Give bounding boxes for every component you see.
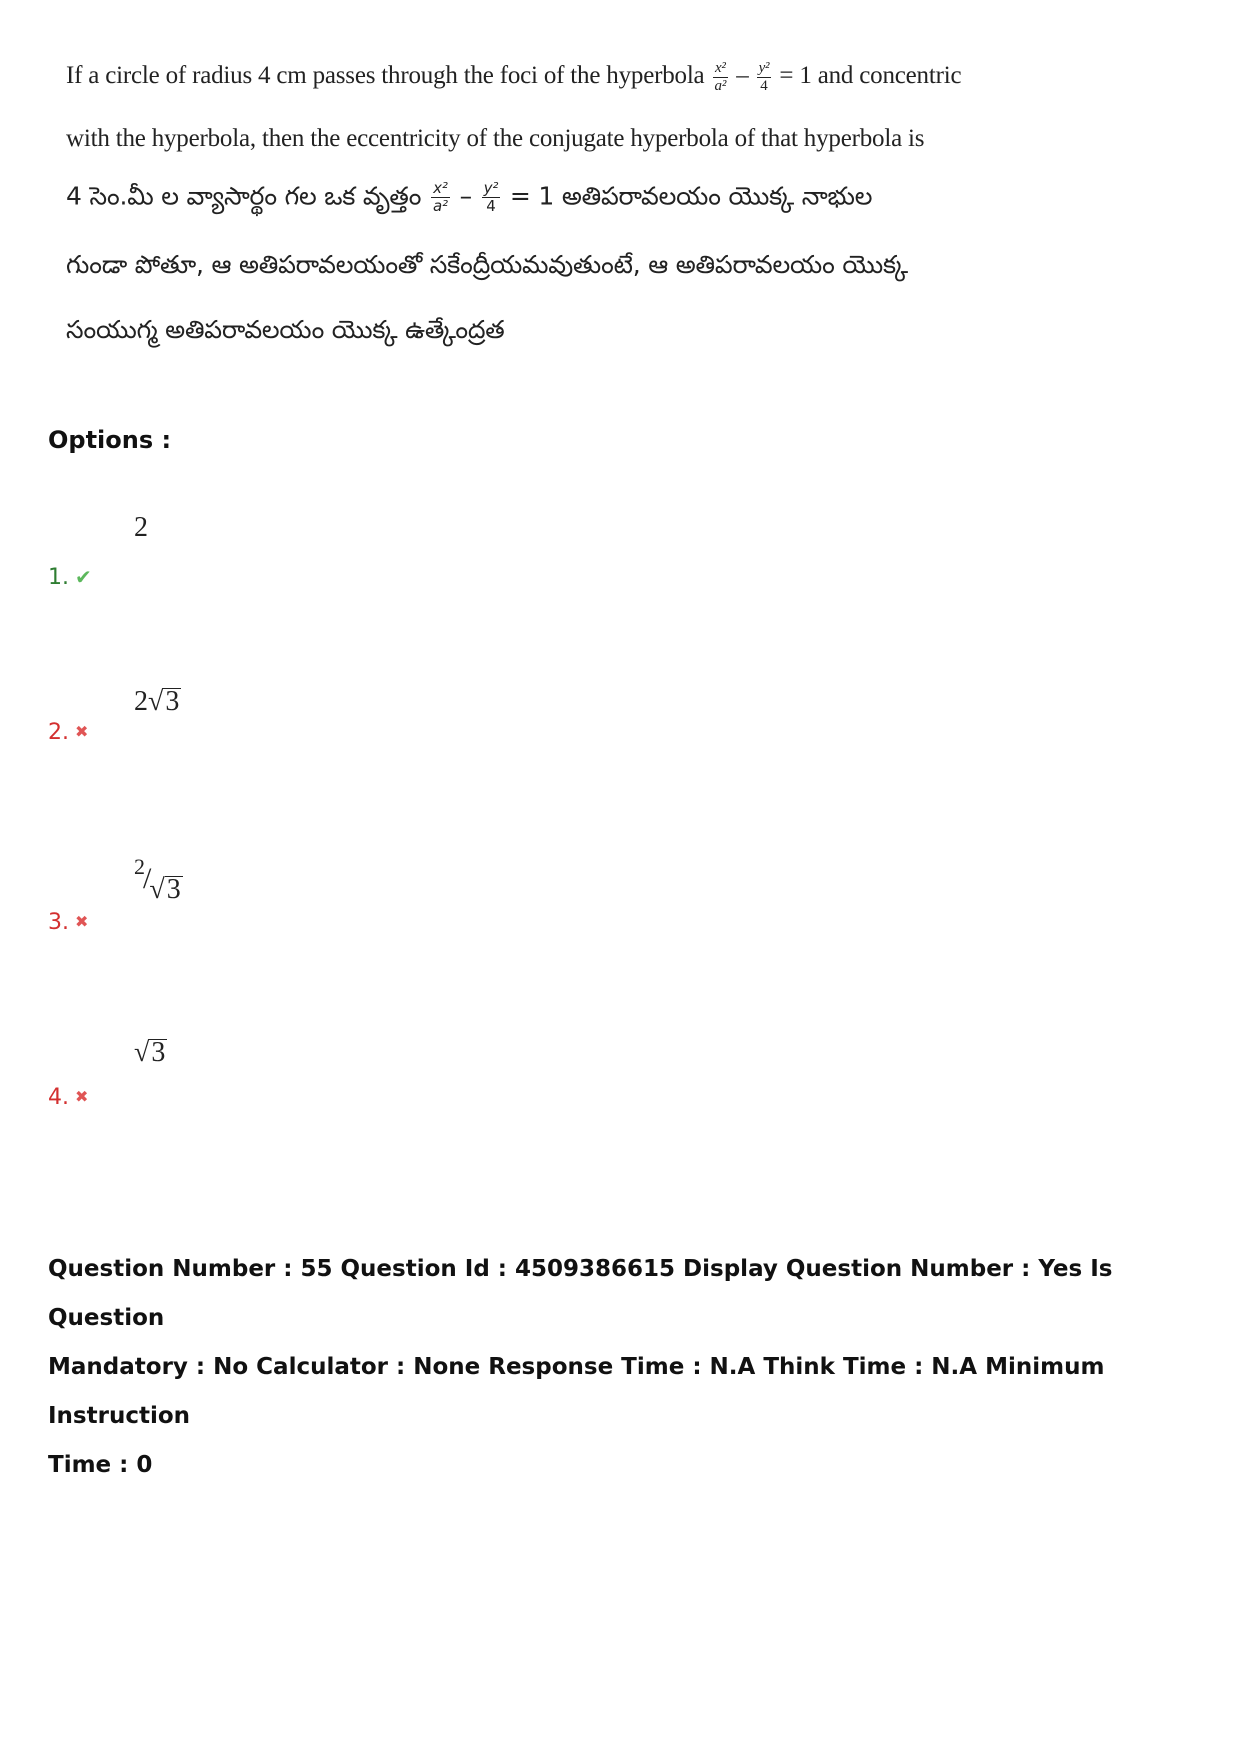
- minus-sign: –: [459, 181, 472, 211]
- fraction-numerator: x²: [713, 60, 729, 78]
- option-1-value: 2: [134, 512, 148, 543]
- fraction-denominator: 4: [760, 78, 768, 94]
- question-image: [66, 50, 962, 370]
- cross-icon: ✖: [75, 1087, 89, 1106]
- metadata-line-1: Question Number : 55 Question Id : 4509386615 Display Question Number : Yes Is Question: [48, 1256, 1113, 1331]
- fraction-y-over-4: [482, 180, 501, 215]
- metadata-line-3: Time : 0: [48, 1452, 153, 1478]
- sqrt-icon: √: [134, 1037, 150, 1068]
- option-3-marker: [48, 910, 88, 935]
- fraction-slash: /: [143, 862, 152, 896]
- minus-sign: –: [736, 62, 749, 90]
- option-number: 3.: [48, 910, 69, 935]
- sqrt-icon: √: [148, 686, 164, 717]
- question-english-line-1: [66, 60, 961, 95]
- fraction-x-over-a: [713, 60, 729, 95]
- question-telugu-line-3: సంయుగ్మ అతిపరావలయం యొక్క ఉత్కేంద్రత: [66, 315, 505, 344]
- square-root: [149, 874, 182, 906]
- question-metadata: [48, 1245, 1208, 1490]
- radicand: 3: [151, 1037, 166, 1068]
- fraction-numerator: y²: [758, 60, 770, 76]
- question-text: If a circle of radius 4 cm passes through the foci of the hyperbola: [66, 62, 705, 90]
- square-root: [148, 686, 181, 718]
- option-3-value: [134, 854, 183, 906]
- question-telugu-line-1: [66, 180, 872, 218]
- option-4-value: [134, 1037, 167, 1069]
- fraction-numerator: 2: [134, 854, 145, 879]
- question-english-line-2: with the hyperbola, then the eccentricity of the conjugate hyperbola of that hyperbola is: [66, 125, 925, 152]
- metadata-line-2: Mandatory : No Calculator : None Response Time : N.A Think Time : N.A Minimum Instruction: [48, 1354, 1105, 1429]
- option-2-marker: [48, 720, 88, 745]
- fraction-denominator: a²: [433, 197, 448, 215]
- sqrt-icon: √: [149, 874, 165, 906]
- option-number: 4.: [48, 1085, 69, 1110]
- square-root: [134, 1037, 167, 1069]
- option-4-marker: [48, 1085, 88, 1110]
- option-1-marker: [48, 565, 92, 590]
- option-number: 2.: [48, 720, 69, 745]
- fraction-numerator: x²: [431, 180, 450, 198]
- radicand: 3: [166, 874, 181, 906]
- fraction-x-over-a: [431, 180, 450, 215]
- coefficient: 2: [134, 686, 148, 717]
- question-telugu-line-2: గుండా పోతూ, ఆ అతిపరావలయంతో సకేంద్రీయమవుతుంటే, ఆ అతిపరావలయం యొక్క: [66, 250, 908, 279]
- fraction-denominator: 4: [486, 197, 496, 215]
- cross-icon: ✖: [75, 912, 89, 931]
- check-icon: ✔: [75, 565, 92, 589]
- option-2-value: [134, 686, 181, 718]
- option-number: 1.: [48, 565, 69, 590]
- cross-icon: ✖: [75, 722, 89, 741]
- telugu-text: 4 సెం.మీ ల వ్యాసార్థం గల ఒక వృత్తం: [66, 181, 422, 211]
- radicand: 3: [165, 686, 180, 717]
- fraction-denominator: a²: [714, 78, 727, 94]
- telugu-text: = 1 అతిపరావలయం యొక్క నాభుల: [509, 181, 873, 211]
- fraction-numerator: y²: [483, 179, 499, 197]
- options-heading: Options :: [48, 426, 172, 454]
- fraction-y-over-4: [757, 60, 772, 95]
- question-text: = 1 and concentric: [779, 62, 962, 90]
